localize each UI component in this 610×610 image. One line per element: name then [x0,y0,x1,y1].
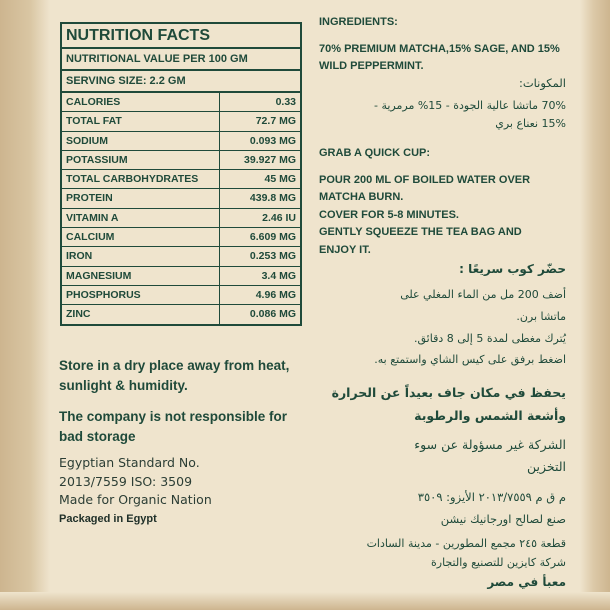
company-ar-line2: التخزين [526,459,566,474]
directions-line1: POUR 200 ML OF BOILED WATER OVER [319,173,531,186]
standard-ar: م ق م ٢٠١٣/٧٥٥٩ الأيزو: ٣٥٠٩ [417,490,566,504]
nutrition-row [62,209,300,228]
ingredients-ar-heading: المكونات: [518,76,566,90]
packaged-in: Packaged in Egypt [59,512,157,525]
nutrient-name: PROTEIN [62,189,220,207]
nutrient-value: 439.8 MG [249,192,296,205]
ingredients-ar-line2: 15% نعناع بري [495,117,566,130]
nutrition-title: NUTRITION FACTS [62,24,300,49]
ingredients-ar-line1: 70% ماتشا عالية الجودة - 15% مرمرية - [373,99,566,112]
nutrition-row [62,112,300,131]
nutrition-row [62,305,300,323]
nutrition-per: NUTRITIONAL VALUE PER 100 GM [62,49,300,71]
made-for: Made for Organic Nation [59,492,212,507]
nutrition-row [62,132,300,151]
ingredients-heading: INGREDIENTS: [319,16,398,28]
made-for-ar: صنع لصالح اورجانيك نيشن [440,512,566,526]
nutrition-row [62,189,300,208]
nutrition-row [62,93,300,112]
ingredients-text: 70% PREMIUM MATCHA,15% SAGE, AND 15% WILD PEPPERMINT. [319,42,560,72]
nutrition-row [62,228,300,247]
company-ar-line1: الشركة غير مسؤولة عن سوء [414,437,566,452]
nutrient-name: SODIUM [62,132,220,150]
serving-size: SERVING SIZE: 2.2 GM [62,71,300,93]
packaged-ar: معبأ في مصر [487,575,566,589]
nutrient-value: 45 MG [264,173,296,186]
nutrient-name: CALORIES [62,93,220,111]
nutrient-value: 4.96 MG [255,288,296,301]
directions-ar-line1: أضف 200 مل من الماء المغلي على [400,288,566,301]
nutrition-row [62,267,300,286]
address-ar: قطعة ٢٤٥ مجمع المطورين - مدينة السادات [366,537,566,550]
nutrient-value: 39.927 MG [244,153,296,166]
nutrient-value: 0.253 MG [249,250,296,263]
directions-ar-heading: حضّر كوب سريعًا : [459,262,566,276]
directions-block [319,145,571,259]
nutrient-name: CALCIUM [62,228,220,246]
nutrient-name: ZINC [62,305,220,323]
standard-number: 2013/7559 ISO: 3509 [59,473,193,489]
directions-ar-line2: ماتشا برن. [516,310,566,323]
standard-label: Egyptian Standard No. [59,455,200,470]
nutrient-name: TOTAL CARBOHYDRATES [62,170,220,188]
storage-ar-line1: يحفظ في مكان جاف بعيداً عن الحرارة [331,385,566,400]
standard-info [59,454,309,528]
storage-ar-line2: وأشعة الشمس والرطوبة [414,408,566,423]
company-name-ar: شركة كايزين للتصنيع والتجارة [431,556,566,569]
nutrient-value: 6.609 MG [249,231,296,244]
directions-line4: GENTLY SQUEEZE THE TEA BAG AND [319,226,522,238]
directions-heading: GRAB A QUICK CUP: [319,147,431,159]
storage-notes [59,356,304,458]
nutrition-row [62,247,300,266]
nutrition-row [62,170,300,189]
nutrition-row [62,286,300,305]
directions-line2: MATCHA BURN. [319,191,404,203]
nutrition-facts-table [60,22,302,326]
nutrition-row [62,151,300,170]
nutrient-name: MAGNESIUM [62,267,220,285]
directions-line5: ENJOY IT. [319,243,371,256]
directions-ar-line4: اضغط برفق على كيس الشاي واستمتع به. [374,353,566,366]
nutrient-name: IRON [62,247,220,265]
nutrient-value: 3.4 MG [261,269,296,282]
nutrient-value: 0.33 [275,96,296,108]
nutrient-value: 72.7 MG [255,115,296,128]
nutrient-value: 0.093 MG [249,134,296,147]
nutrient-name: PHOSPHORUS [62,286,220,304]
paper-edge-left [0,0,50,610]
nutrient-value: 2.46 IU [262,211,296,224]
nutrient-value: 0.086 MG [249,308,296,321]
directions-ar-line3: يُترك مغطى لمدة 5 إلى 8 دقائق. [414,332,566,345]
paper-edge-right [580,0,610,610]
nutrient-name: VITAMIN A [62,209,220,227]
nutrient-name: TOTAL FAT [62,112,220,130]
ingredients-block [319,14,571,76]
company-disclaimer: The company is not responsible for bad storage [59,409,288,444]
nutrition-rows [62,93,300,324]
storage-instruction: Store in a dry place away from heat, sunlight & humidity. [59,358,290,393]
paper-edge-bottom [0,592,610,610]
nutrient-name: POTASSIUM [62,151,220,169]
directions-line3: COVER FOR 5-8 MINUTES. [319,208,459,221]
